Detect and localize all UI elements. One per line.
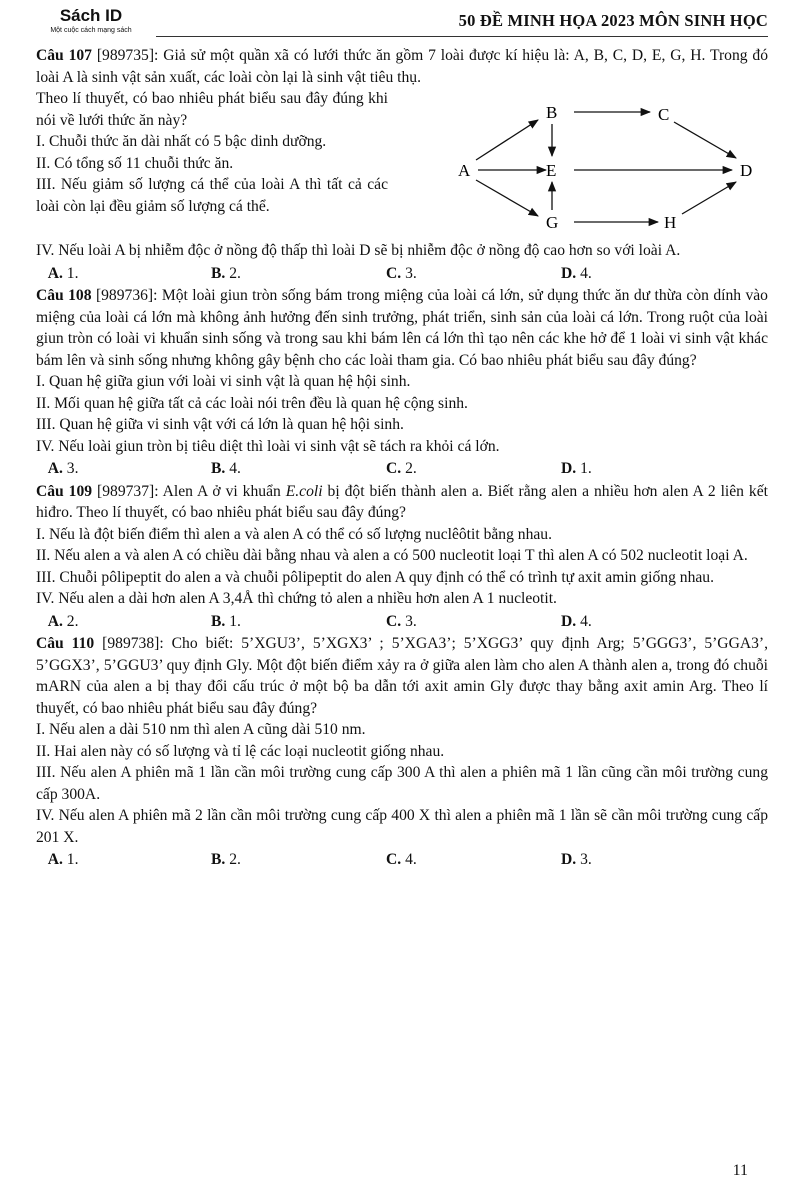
option-a[interactable]: A. 1. xyxy=(47,264,79,282)
node-e: E xyxy=(546,161,557,181)
question-intro xyxy=(36,45,768,88)
question-108 xyxy=(36,285,768,480)
brand-logo xyxy=(36,6,146,35)
edge-a-b xyxy=(476,120,538,160)
option-c[interactable]: C. 3. xyxy=(386,612,417,630)
question-label: Câu 108 xyxy=(36,287,92,305)
edge-a-g xyxy=(476,180,538,216)
statement-2: II. Hai alen này có số lượng và tỉ lệ các loại nucleotit giống nhau. xyxy=(36,742,445,760)
question-intro xyxy=(36,633,768,719)
option-a[interactable]: A. 1. xyxy=(47,851,79,869)
statement-3: III. Quan hệ giữa vi sinh vật với cá lớn là quan hệ hội sinh. xyxy=(36,416,404,434)
node-h: H xyxy=(664,213,677,233)
statement-2: II. Mối quan hệ giữa tất cả các loài nói trên đều là quan hệ cộng sinh. xyxy=(36,394,468,412)
option-d[interactable]: D. 3. xyxy=(561,851,592,869)
page-header xyxy=(36,6,768,40)
question-109 xyxy=(36,481,768,633)
question-107 xyxy=(36,45,768,284)
node-g: G xyxy=(546,213,559,233)
question-intro xyxy=(36,481,768,524)
statement-4: IV. Nếu alen a dài hơn alen A 3,4Å thì chứng tỏ alen a nhiều hơn alen A 1 nucleotit. xyxy=(36,590,557,608)
page-number: 11 xyxy=(732,1161,748,1179)
node-d: D xyxy=(740,161,753,181)
option-d[interactable]: D. 1. xyxy=(561,460,592,478)
brand-name: Sách ID xyxy=(59,6,123,25)
node-c: C xyxy=(658,105,670,125)
question-label: Câu 107 xyxy=(36,47,92,64)
option-a[interactable]: A. 3. xyxy=(47,460,79,478)
statement-1: I. Chuỗi thức ăn dài nhất có 5 bậc dinh dưỡng. xyxy=(36,133,327,151)
node-a: A xyxy=(458,161,471,181)
statement-1: I. Nếu là đột biến điểm thì alen a và alen A có thể có số lượng nuclêôtit bằng nhau. xyxy=(36,525,552,543)
header-title: 50 ĐỀ MINH HỌA 2023 MÔN SINH HỌC xyxy=(458,11,768,30)
answer-options xyxy=(36,458,768,480)
option-b[interactable]: B. 4. xyxy=(211,460,241,478)
question-110 xyxy=(36,633,768,871)
statement-4: IV. Nếu loài giun tròn bị tiêu diệt thì loài vi sinh vật sẽ tách ra khỏi cá lớn. xyxy=(36,437,500,455)
brand-tagline: Một cuộc cách mạng sách xyxy=(50,27,132,34)
statement-4: IV. Nếu alen A phiên mã 2 lần cần môi trường cung cấp 400 X thì alen a phiên mã 1 lần sẽ cần môi trường cung cấp 201 X. xyxy=(36,807,768,846)
question-prompt: Theo lí thuyết, có bao nhiêu phát biểu sau đây đúng khi nói về lưới thức ăn này? xyxy=(36,90,388,129)
option-d[interactable]: D. 4. xyxy=(561,612,592,630)
question-text: [989737]: Alen A ở vi khuẩn xyxy=(92,482,286,500)
statement-3: III. Nếu alen A phiên mã 1 lần cần môi trường cung cấp 300 A thì alen a phiên mã 1 lần cũng cần môi trường cung cấp 300A. xyxy=(36,764,768,803)
edge-h-d xyxy=(682,182,736,214)
edge-c-d xyxy=(674,122,736,158)
option-b[interactable]: B. 1. xyxy=(211,612,241,630)
option-d[interactable]: D. 4. xyxy=(561,264,592,282)
statement-2: II. Có tổng số 11 chuỗi thức ăn. xyxy=(36,154,234,172)
answer-options xyxy=(36,849,768,871)
answer-options xyxy=(36,611,768,633)
node-b: B xyxy=(546,103,558,123)
header-divider xyxy=(156,36,768,37)
question-label: Câu 109 xyxy=(36,482,93,500)
statement-2: II. Nếu alen a và alen A có chiều dài bằng nhau và alen a có 500 nucleotit loại T thì alen A có 502 nucleotit loại A. xyxy=(36,547,748,565)
option-b[interactable]: B. 2. xyxy=(211,264,241,282)
option-c[interactable]: C. 3. xyxy=(386,264,417,282)
answer-options xyxy=(36,263,768,285)
option-c[interactable]: C. 2. xyxy=(386,460,417,478)
statement-4: IV. Nếu loài A bị nhiễm độc ở nồng độ thấp thì loài D sẽ bị nhiễm độc ở nồng độ cao hơn so với loài A. xyxy=(36,242,681,260)
question-intro xyxy=(36,285,768,371)
statement-3: III. Chuỗi pôlipeptit do alen a và chuỗi pôlipeptit do alen A quy định có thể có trình tự axit amin giống nhau. xyxy=(36,568,714,586)
option-c[interactable]: C. 4. xyxy=(386,851,417,869)
question-text-cont: bị đột biến thành alen a. Biết rằng alen a nhiều hơn alen A 2 liên kết hiđro. Theo lí thuyết, có bao nhiêu phát biểu sau đây đúng? xyxy=(36,482,768,522)
species-name: E.coli xyxy=(285,482,323,500)
option-a[interactable]: A. 2. xyxy=(47,612,79,630)
statement-3: III. Nếu giảm số lượng cá thể của loài A thì tất cả các loài còn lại đều giảm số lượng cá thể. xyxy=(36,176,388,215)
page-content xyxy=(36,45,768,872)
statement-1: I. Quan hệ giữa giun với loài vi sinh vật là quan hệ hội sinh. xyxy=(36,373,411,391)
question-text: [989736]: Một loài giun tròn sống bám trong miệng của loài cá lớn, sử dụng thức ăn dư thừa còn dính vào miệng của loài cá lớn mà không ảnh hưởng đến sinh trưởng, phát triển, sinh sản của loài cá lớn. Trong ruột của loài giun tròn có loài vi khuẩn sinh sống và trong sau khi bám lên cá lớn thì tạo nên các khe hở để 1 loài vi sinh vật khác bám lên và sinh sống nhưng không gây bệnh cho các loài tham gia. Có bao nhiêu phát biểu sau đây đúng? xyxy=(36,287,768,369)
question-text: [989738]: Cho biết: 5’XGU3’, 5’XGX3’ ; 5’XGA3’; 5’XGG3’ quy định Arg; 5’GGG3’, 5’GGA3’, 5’GGX3’, 5’GGU3’ quy định Gly. Một đột biến điểm xảy ra ở giữa alen làm cho alen A thành alen a, trong đó chuỗi mARN của alen a bị thay đổi cấu trúc ở một bộ ba dẫn tới axit amin Gly được thay bằng axit amin Arg. Theo lí thuyết, có bao nhiêu phát biểu sau đây đúng? xyxy=(36,635,768,717)
statement-1: I. Nếu alen a dài 510 nm thì alen A cũng dài 510 nm. xyxy=(36,721,366,739)
question-label: Câu 110 xyxy=(36,635,95,653)
question-text: [989735]: Giả sử một quần xã có lưới thức ăn gồm 7 loài được kí hiệu là: A, B, C, D, E, G, H. Trong đó loài A là sinh vật sản xuất, các loài còn lại là sinh vật tiêu thụ. xyxy=(36,47,768,86)
food-web-diagram xyxy=(414,88,764,233)
option-b[interactable]: B. 2. xyxy=(211,851,241,869)
